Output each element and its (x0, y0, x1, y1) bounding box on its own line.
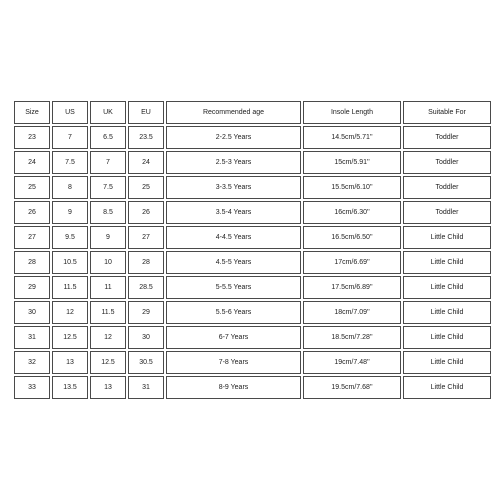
cell-recommended-age: 7-8 Years (166, 351, 301, 374)
cell-eu: 30 (128, 326, 164, 349)
header-suitable-for: Suitable For (403, 101, 491, 124)
cell-uk: 12.5 (90, 351, 126, 374)
table-row (14, 301, 491, 324)
cell-eu: 24 (128, 151, 164, 174)
table-row (14, 176, 491, 199)
cell-uk: 9 (90, 226, 126, 249)
header-us: US (52, 101, 88, 124)
cell-us: 7.5 (52, 151, 88, 174)
header-uk: UK (90, 101, 126, 124)
cell-eu: 23.5 (128, 126, 164, 149)
cell-suitable-for: Toddler (403, 151, 491, 174)
header-size: Size (14, 101, 50, 124)
cell-suitable-for: Little Child (403, 351, 491, 374)
cell-size: 28 (14, 251, 50, 274)
cell-recommended-age: 5-5.5 Years (166, 276, 301, 299)
cell-eu: 25 (128, 176, 164, 199)
cell-insole-length: 16.5cm/6.50'' (303, 226, 401, 249)
cell-eu: 30.5 (128, 351, 164, 374)
cell-eu: 31 (128, 376, 164, 399)
cell-eu: 28 (128, 251, 164, 274)
cell-us: 13 (52, 351, 88, 374)
cell-recommended-age: 5.5-6 Years (166, 301, 301, 324)
header-recommended-age: Recommended age (166, 101, 301, 124)
table-header-row (14, 101, 491, 124)
cell-uk: 11.5 (90, 301, 126, 324)
cell-insole-length: 17.5cm/6.89'' (303, 276, 401, 299)
cell-uk: 13 (90, 376, 126, 399)
table-row (14, 326, 491, 349)
cell-suitable-for: Little Child (403, 376, 491, 399)
cell-recommended-age: 8-9 Years (166, 376, 301, 399)
cell-uk: 7.5 (90, 176, 126, 199)
cell-insole-length: 17cm/6.69'' (303, 251, 401, 274)
cell-size: 31 (14, 326, 50, 349)
table-row (14, 226, 491, 249)
cell-suitable-for: Toddler (403, 176, 491, 199)
cell-recommended-age: 4.5-5 Years (166, 251, 301, 274)
table-row (14, 201, 491, 224)
cell-suitable-for: Little Child (403, 326, 491, 349)
cell-suitable-for: Little Child (403, 226, 491, 249)
cell-insole-length: 15cm/5.91'' (303, 151, 401, 174)
cell-size: 25 (14, 176, 50, 199)
size-chart-table (12, 99, 493, 401)
cell-us: 12.5 (52, 326, 88, 349)
cell-eu: 27 (128, 226, 164, 249)
cell-uk: 7 (90, 151, 126, 174)
header-insole-length: Insole Length (303, 101, 401, 124)
cell-us: 12 (52, 301, 88, 324)
cell-us: 8 (52, 176, 88, 199)
cell-recommended-age: 3.5-4 Years (166, 201, 301, 224)
cell-us: 11.5 (52, 276, 88, 299)
cell-insole-length: 14.5cm/5.71'' (303, 126, 401, 149)
cell-insole-length: 16cm/6.30'' (303, 201, 401, 224)
cell-recommended-age: 6-7 Years (166, 326, 301, 349)
cell-size: 26 (14, 201, 50, 224)
table-row (14, 276, 491, 299)
cell-size: 27 (14, 226, 50, 249)
cell-recommended-age: 3-3.5 Years (166, 176, 301, 199)
cell-us: 10.5 (52, 251, 88, 274)
cell-uk: 12 (90, 326, 126, 349)
table-row (14, 251, 491, 274)
cell-us: 13.5 (52, 376, 88, 399)
table-row (14, 151, 491, 174)
cell-insole-length: 19cm/7.48'' (303, 351, 401, 374)
cell-eu: 29 (128, 301, 164, 324)
cell-insole-length: 19.5cm/7.68'' (303, 376, 401, 399)
table-row (14, 126, 491, 149)
table-row (14, 376, 491, 399)
cell-uk: 8.5 (90, 201, 126, 224)
cell-insole-length: 18.5cm/7.28'' (303, 326, 401, 349)
cell-us: 9.5 (52, 226, 88, 249)
cell-size: 23 (14, 126, 50, 149)
cell-size: 32 (14, 351, 50, 374)
cell-uk: 6.5 (90, 126, 126, 149)
cell-insole-length: 15.5cm/6.10'' (303, 176, 401, 199)
cell-eu: 28.5 (128, 276, 164, 299)
cell-suitable-for: Little Child (403, 301, 491, 324)
cell-recommended-age: 2-2.5 Years (166, 126, 301, 149)
cell-size: 30 (14, 301, 50, 324)
cell-eu: 26 (128, 201, 164, 224)
header-eu: EU (128, 101, 164, 124)
cell-suitable-for: Little Child (403, 251, 491, 274)
cell-suitable-for: Little Child (403, 276, 491, 299)
cell-size: 33 (14, 376, 50, 399)
cell-insole-length: 18cm/7.09'' (303, 301, 401, 324)
table-body (14, 126, 491, 399)
cell-us: 9 (52, 201, 88, 224)
table-row (14, 351, 491, 374)
cell-suitable-for: Toddler (403, 201, 491, 224)
cell-uk: 11 (90, 276, 126, 299)
cell-recommended-age: 4-4.5 Years (166, 226, 301, 249)
cell-suitable-for: Toddler (403, 126, 491, 149)
cell-size: 24 (14, 151, 50, 174)
cell-size: 29 (14, 276, 50, 299)
cell-recommended-age: 2.5-3 Years (166, 151, 301, 174)
cell-us: 7 (52, 126, 88, 149)
cell-uk: 10 (90, 251, 126, 274)
